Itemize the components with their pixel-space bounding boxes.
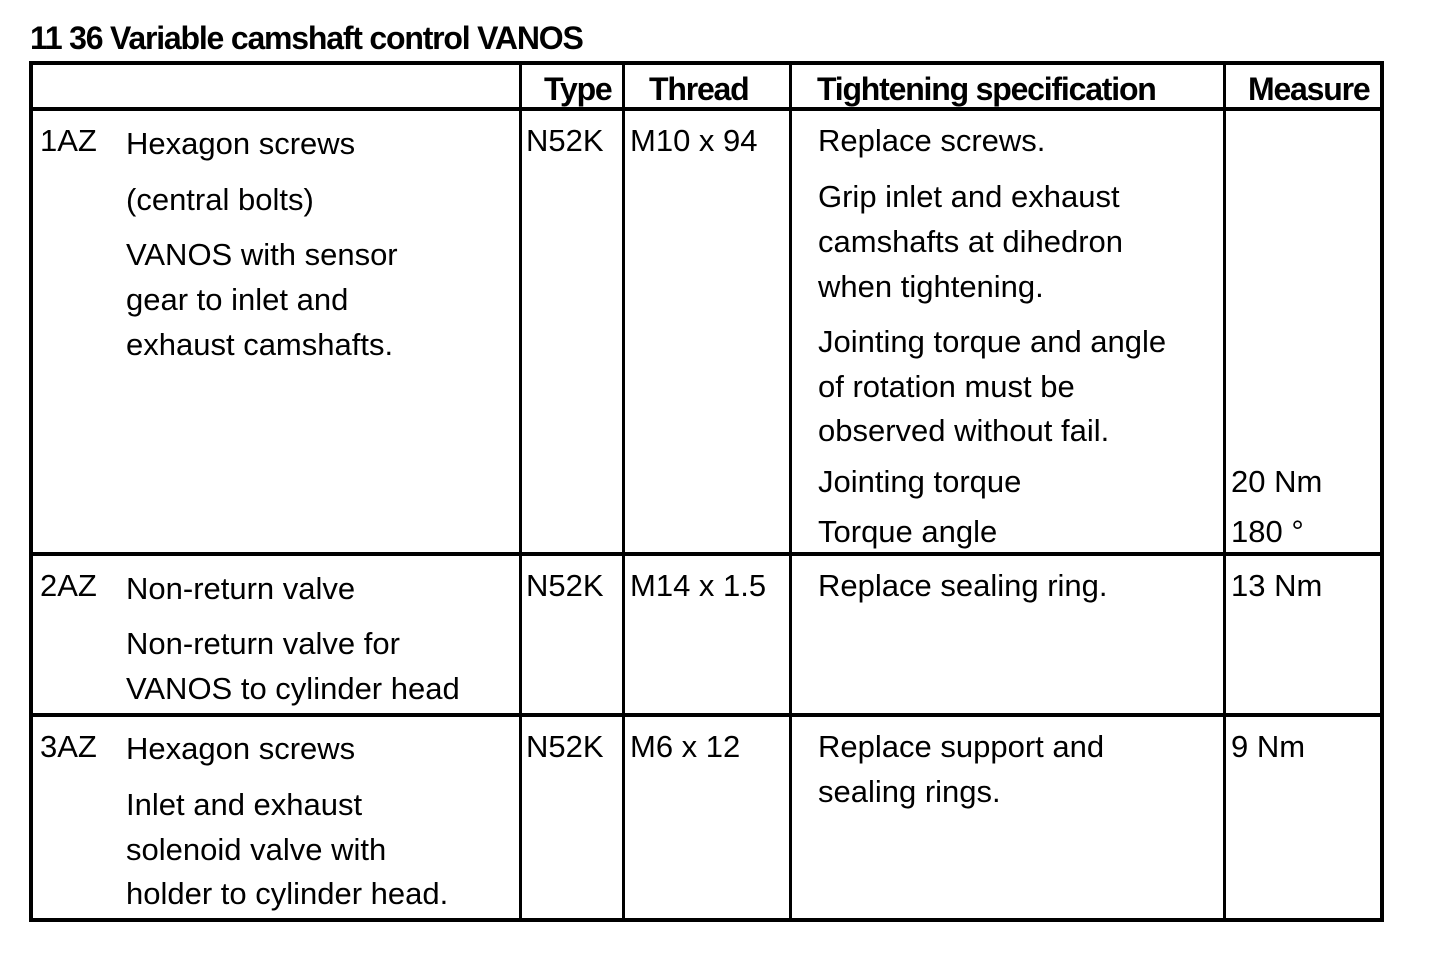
column-divider <box>1223 61 1226 922</box>
row-divider <box>29 552 1384 556</box>
spec-line: Jointing torque and angle <box>818 324 1167 359</box>
type-cell: N52K <box>526 568 604 603</box>
type-cell: N52K <box>526 123 604 158</box>
spec-line: observed without fail. <box>818 413 1110 448</box>
type-cell: N52K <box>526 729 604 764</box>
description-line: VANOS with sensor <box>126 237 398 272</box>
description-line: Hexagon screws <box>126 731 356 766</box>
measure-value: 9 Nm <box>1231 729 1306 764</box>
spec-line: Jointing torque <box>818 464 1022 499</box>
spec-line: Replace screws. <box>818 123 1046 158</box>
description-line: VANOS to cylinder head <box>126 671 460 706</box>
spec-line: of rotation must be <box>818 369 1075 404</box>
spec-line: Replace sealing ring. <box>818 568 1108 603</box>
description-line: holder to cylinder head. <box>126 876 449 911</box>
description-line: (central bolts) <box>126 182 314 217</box>
spec-line: camshafts at dihedron <box>818 224 1124 259</box>
thread-cell: M10 x 94 <box>630 123 758 158</box>
description-line: Non-return valve for <box>126 626 400 661</box>
row-divider <box>29 713 1384 717</box>
spec-line: Replace support and <box>818 729 1105 764</box>
description-line: gear to inlet and <box>126 282 349 317</box>
measure-value: 180 ° <box>1231 514 1304 549</box>
description-line: Inlet and exhaust <box>126 787 363 822</box>
row-id: 3AZ <box>40 729 97 764</box>
row-id: 2AZ <box>40 568 97 603</box>
document-title: 11 36 Variable camshaft control VANOS <box>30 20 583 56</box>
measure-value: 20 Nm <box>1231 464 1323 499</box>
description-line: Hexagon screws <box>126 126 356 161</box>
header-tightening-specification: Tightening specification <box>817 71 1156 107</box>
description-line: exhaust camshafts. <box>126 327 394 362</box>
spec-line: Grip inlet and exhaust <box>818 179 1120 214</box>
description-line: solenoid valve with <box>126 832 387 867</box>
spec-line: sealing rings. <box>818 774 1001 809</box>
header-measure: Measure <box>1248 71 1370 107</box>
thread-cell: M14 x 1.5 <box>630 568 767 603</box>
description-line: Non-return valve <box>126 571 356 606</box>
measure-value: 13 Nm <box>1231 568 1323 603</box>
spec-line: Torque angle <box>818 514 998 549</box>
header-thread: Thread <box>649 71 749 107</box>
column-divider <box>519 61 522 922</box>
header-type: Type <box>544 71 612 107</box>
thread-cell: M6 x 12 <box>630 729 741 764</box>
column-divider <box>622 61 625 922</box>
row-id: 1AZ <box>40 123 97 158</box>
spec-line: when tightening. <box>818 269 1044 304</box>
column-divider <box>789 61 792 922</box>
